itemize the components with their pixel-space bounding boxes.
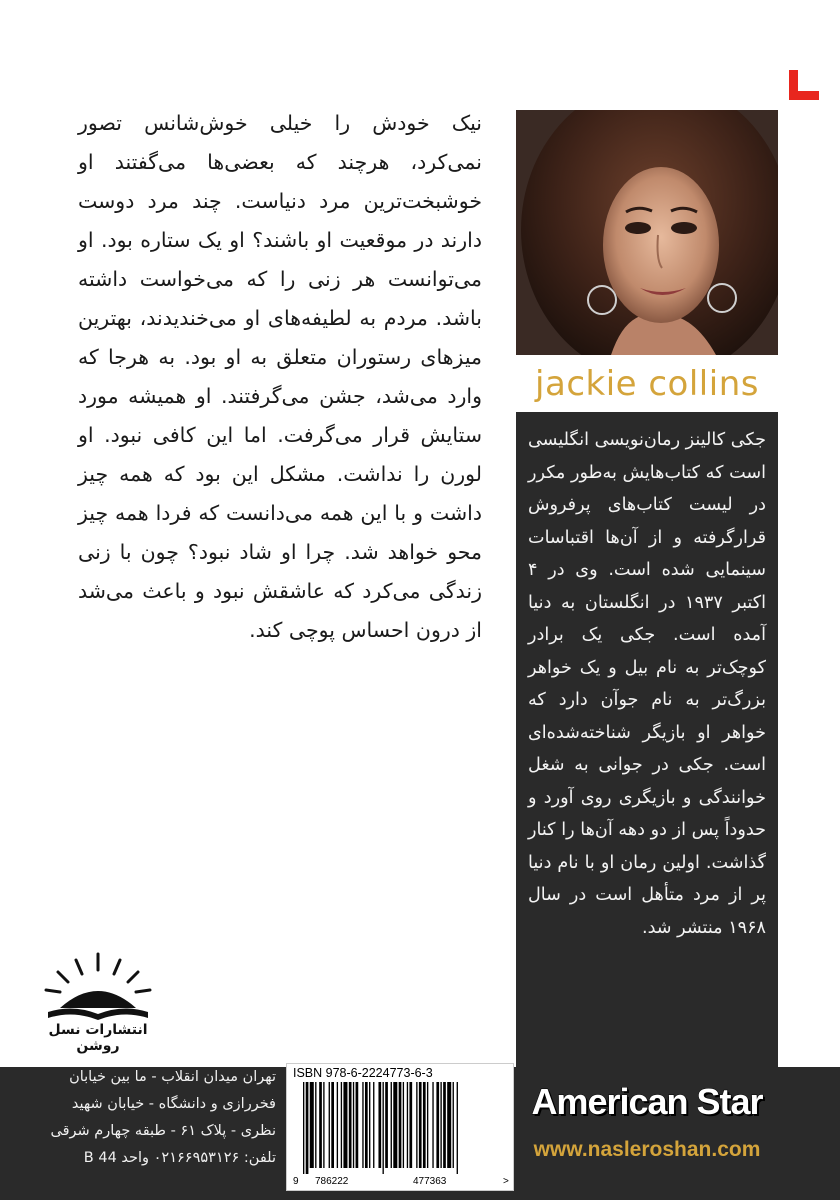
corner-mark-icon (787, 68, 821, 102)
barcode-digits (287, 1176, 515, 1190)
barcode-bar (373, 1082, 374, 1168)
barcode-bar (407, 1082, 408, 1168)
barcode-digit-group2: 477363 (413, 1176, 447, 1187)
website-url: www.nasleroshan.com (533, 1138, 761, 1161)
barcode-bar (436, 1082, 439, 1168)
barcode-bar (457, 1082, 458, 1174)
barcode-bar (419, 1082, 422, 1168)
barcode-bar (383, 1082, 384, 1174)
publisher-logo (38, 950, 158, 1054)
barcode-bar (385, 1082, 388, 1168)
barcode-digit-first: 9 (293, 1176, 299, 1187)
barcode-digit-end: > (503, 1176, 509, 1187)
barcode-bar (453, 1082, 454, 1168)
barcode-bar (349, 1082, 352, 1168)
barcode-bar (440, 1082, 441, 1168)
publisher-name: انتشارات نسل روشن (48, 1022, 148, 1054)
synopsis-text: نیک خودش را خیلی خوش‌شانس تصور نمی‌کرد، هرچند که بعضی‌ها می‌گفتند او خوشبخت‌ترین مرد دنیاست. چند مرد دوست دارند در موقعیت او باشند؟ او یک ستاره بود. او می‌توانست هر زنی را که می‌خواست داشته باشد. مردم به لطیفه‌های او می‌خندیدند، بهترین میزهای رستوران متعلق به او بود. به هرجا که وارد می‌شد، جشن می‌گرفتند. او همیشه مورد ستایش قرار می‌گرفت. اما این کافی نبود. او لورن را نداشت. مشکل این بود که همه چیز داشت و با این همه می‌دانست که فردا همه چیز محو خواهد شد. چرا او شاد نبود؟ چون با زنی زندگی می‌کرد که عاشقش نبود و باعث می‌شد از درون احساس پوچی کند. (78, 111, 482, 642)
barcode-bar (416, 1082, 417, 1168)
barcode-bar (432, 1082, 433, 1168)
address-line: تلفن: ۰۲۱۶۶۹۵۳۱۲۶ واحد B 44 (83, 1150, 276, 1166)
barcode-bar (329, 1082, 330, 1168)
barcode-bar (393, 1082, 397, 1168)
barcode-bar (315, 1082, 316, 1168)
address-line: فخررازی و دانشگاه - خیابان شهید (71, 1096, 276, 1112)
barcode-bar (306, 1082, 309, 1174)
barcode-bar (391, 1082, 392, 1168)
publisher-address (0, 1064, 286, 1172)
address-line: تهران میدان انقلاب - ما بین خیابان (69, 1069, 276, 1085)
author-name: jackie collins (535, 364, 759, 404)
barcode-bar (303, 1082, 304, 1174)
sunrise-book-icon (38, 950, 158, 1022)
barcode-bar (343, 1082, 347, 1168)
barcode-bar (337, 1082, 338, 1168)
author-bio: جکی کالینز رمان‌نویسی انگلیسی است که کتاب‌هایش به‌طور مکرر در لیست کتاب‌های پرفروش قرارگرفته و از آن‌ها اقتباسات سینمایی شده است. وی در ۴ اکتبر ۱۹۳۷ در انگلستان به دنیا آمده است. جکی یک برادر کوچک‌تر به نام بیل و یک خواهر بزرگ‌تر به نام جوآن دارد که خواهر او بازیگر شناخته‌شده‌ای است. جکی در جوانی به شغل خوانندگی و بازیگری روی آورد و حدوداً پس از دو دهه آن‌ها را کنار گذاشت. اولین رمان او با نام دنیا پر از مرد متأهل است در سال ۱۹۶۸ منتشر شد. (516, 412, 778, 1067)
barcode-bar (447, 1082, 451, 1168)
barcode-bar (310, 1082, 314, 1168)
barcode-bar (423, 1082, 426, 1168)
isbn-barcode (286, 1063, 514, 1191)
barcode-bar (341, 1082, 342, 1168)
barcode-bar (319, 1082, 322, 1168)
author-photo (516, 110, 778, 355)
barcode-bar (365, 1082, 368, 1168)
address-line: نظری - پلاک ۶۱ - طبقه چهارم شرقی (50, 1123, 276, 1139)
barcode-bar (378, 1082, 381, 1168)
barcode-bars (289, 1082, 511, 1174)
barcode-digit-group1: 786222 (315, 1176, 349, 1187)
series-title: American Star (531, 1081, 763, 1122)
barcode-bar (399, 1082, 402, 1168)
isbn-label: ISBN 978-6-2224773-6-3 (293, 1066, 433, 1080)
barcode-bar (427, 1082, 428, 1168)
barcode-bar (403, 1082, 404, 1168)
barcode-bar (323, 1082, 324, 1168)
barcode-bar (331, 1082, 334, 1168)
barcode-bar (362, 1082, 363, 1168)
barcode-bar (369, 1082, 370, 1168)
barcode-bar (353, 1082, 354, 1168)
barcode-bar (356, 1082, 359, 1168)
barcode-bar (443, 1082, 446, 1168)
barcode-bar (409, 1082, 412, 1168)
